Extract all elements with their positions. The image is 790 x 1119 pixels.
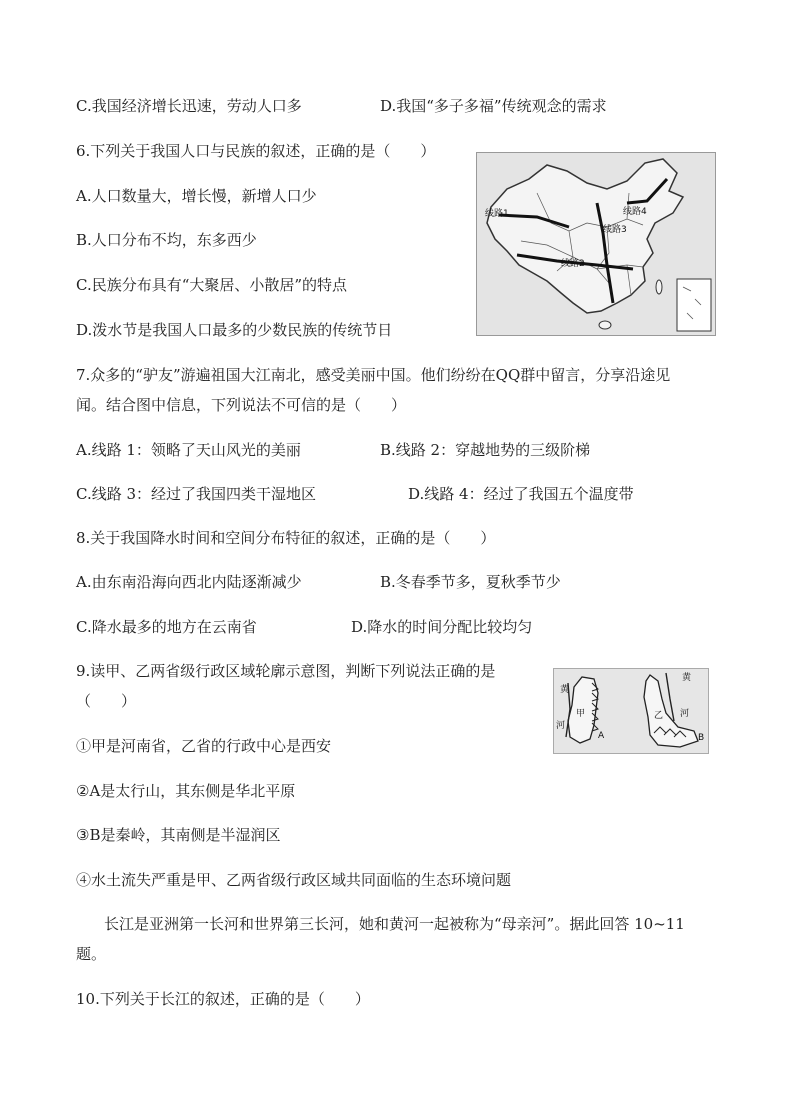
q7-option-c: C.线路 3：经过了我国四类干湿地区 [76, 485, 317, 503]
mountain-label-b: B [698, 733, 705, 743]
q9-item-1: ①甲是河南省，乙省的行政中心是西安 [76, 737, 332, 755]
river-label-he-left: 河 [556, 721, 566, 731]
passage-line1: 长江是亚洲第一长河和世界第三长河，她和黄河一起被称为“母亲河”。据此回答 10~11 [104, 915, 685, 933]
q6-option-a: A.人口数量大，增长慢，新增人口少 [76, 187, 317, 205]
q6-option-c: C.民族分布具有“大聚居、小散居”的特点 [76, 276, 348, 294]
route-4-label: 线路4 [623, 207, 647, 217]
q8-option-c: C.降水最多的地方在云南省 [76, 618, 257, 636]
q8-option-a: A.由东南沿海向西北内陆逐渐减少 [76, 573, 302, 591]
route-3-label: 线路3 [603, 225, 627, 235]
q10-stem: 10.下列关于长江的叙述，正确的是（ ） [76, 990, 370, 1008]
province-label-jia: 甲 [576, 709, 586, 719]
q6-stem: 6.下列关于我国人口与民族的叙述，正确的是（ ） [76, 142, 436, 160]
river-label-huang-right: 黄 [682, 673, 692, 683]
passage-line2: 题。 [76, 945, 107, 963]
q5-option-d: D.我国“多子多福”传统观念的需求 [380, 97, 607, 115]
q7-stem-line2: 闻。结合图中信息，下列说法不可信的是（ ） [76, 396, 407, 414]
q6-option-b: B.人口分布不均，东多西少 [76, 231, 257, 249]
q8-option-d: D.降水的时间分配比较均匀 [351, 618, 533, 636]
river-label-huang-left: 黄 [560, 685, 570, 695]
route-2-label: 线路2 [561, 259, 585, 269]
province-outline-map [553, 668, 709, 754]
q7-option-d: D.线路 4：经过了我国五个温度带 [408, 485, 634, 503]
q7-option-b: B.线路 2：穿越地势的三级阶梯 [380, 441, 591, 459]
river-label-he-right: 河 [680, 709, 690, 719]
q9-stem-line2: （ ） [76, 692, 137, 710]
q8-option-b: B.冬春季节多，夏秋季节少 [380, 573, 561, 591]
q5-option-c: C.我国经济增长迅速，劳动人口多 [76, 97, 302, 115]
route-1-label: 线路1 [485, 209, 509, 219]
q7-stem-line1: 7.众多的“驴友”游遍祖国大江南北，感受美丽中国。他们纷纷在QQ群中留言，分享沿途见 [76, 366, 671, 384]
china-routes-map [476, 152, 716, 336]
q9-stem-line1: 9.读甲、乙两省级行政区域轮廓示意图，判断下列说法正确的是 [76, 662, 496, 680]
province-label-yi: 乙 [654, 711, 664, 721]
q7-option-a: A.线路 1：领略了天山风光的美丽 [76, 441, 301, 459]
q6-option-d: D.泼水节是我国人口最多的少数民族的传统节日 [76, 321, 393, 339]
q9-item-4: ④水土流失严重是甲、乙两省级行政区域共同面临的生态环境问题 [76, 871, 512, 889]
q9-item-3: ③B是秦岭，其南侧是半湿润区 [76, 826, 281, 844]
mountain-label-a: A [598, 731, 605, 741]
q9-item-2: ②A是太行山，其东侧是华北平原 [76, 782, 296, 800]
q8-stem: 8.关于我国降水时间和空间分布特征的叙述，正确的是（ ） [76, 529, 496, 547]
china-outline-map [477, 153, 715, 335]
